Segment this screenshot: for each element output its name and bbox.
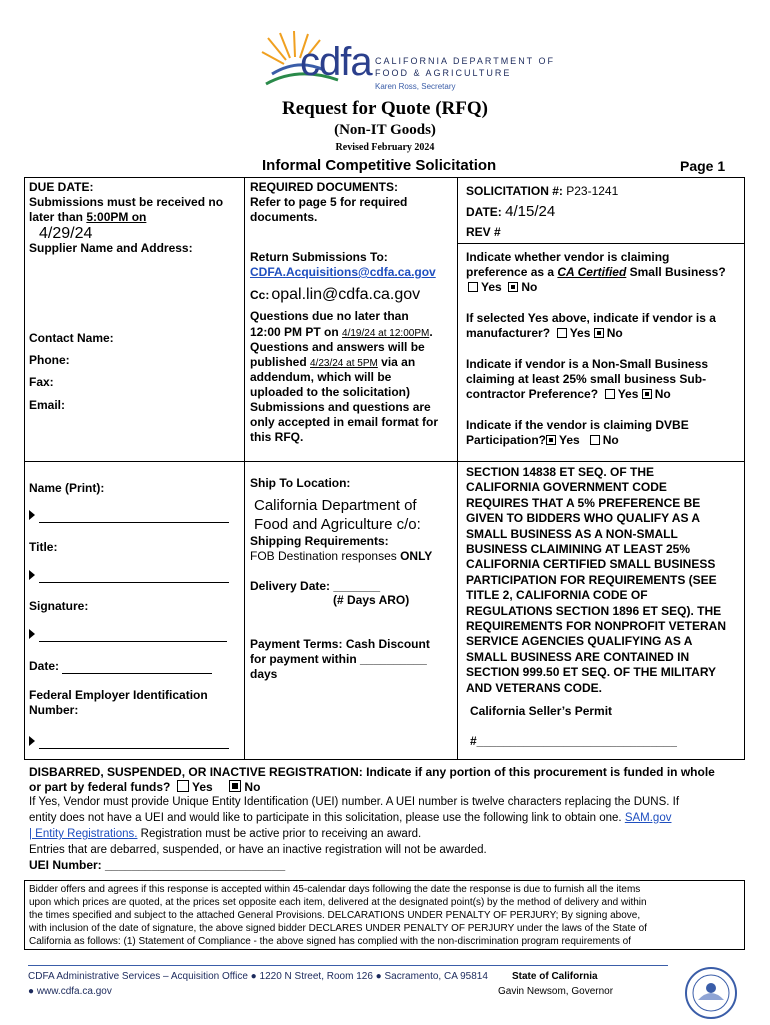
section-line: REQUIREMENTS FOR NONPROFIT VETERAN [466,619,727,634]
ship-to-line-2[interactable]: Food and Agriculture c/o: [254,516,421,533]
cc-email[interactable]: opal.lin@cdfa.ca.gov [271,286,421,303]
page-number: Page 1 [680,158,726,174]
section-line: REQUIRES THAT A 5% PREFERENCE BE [466,495,701,510]
page-subtitle: (Non-IT Goods) [334,122,436,138]
questions-line-3: Questions and answers will be [250,340,425,354]
cc-row [250,286,420,304]
dvbe-line-1: Indicate if the vendor is claiming DVBE [466,418,689,432]
debarred-text-2 [29,811,671,826]
name-label: Name (Print): [29,481,105,495]
pref-line-2-post: Small Business? [626,265,726,279]
nsb-no-checkbox[interactable] [642,389,652,399]
arrow-icon [29,629,35,639]
return-email-link[interactable]: CDFA.Acquisitions@cdfa.ca.gov [250,265,436,279]
revised-date: Revised February 2024 [335,142,435,153]
pref-no-label: No [521,280,538,294]
payment-line-3: days [250,667,278,681]
section-line: BUSINESS CLAIMINING AT LEAST 25% [466,542,691,557]
due-date-value[interactable]: 4/29/24 [39,225,93,242]
required-docs-label: REQUIRED DOCUMENTS: [250,180,399,194]
federal-no-checkbox[interactable] [229,780,241,792]
debarred-question: or part by federal funds? [29,780,171,794]
delivery-sub: (# Days ARO) [333,593,410,607]
mfr-line-1: If selected Yes above, indicate if vendor is a [466,311,716,325]
bidder-line: with inclusion of the date of signature, the above signed bidder DECLARES UNDER PENALTY OF PERJURY under the laws of the State of [29,923,647,934]
shipping-req-label: Shipping Requirements: [250,534,389,548]
section-line: REGULATIONS SECTION 1896 ET SEQ). THE [466,603,722,618]
ship-to-label: Ship To Location: [250,476,351,490]
dvbe-yes-checkbox[interactable] [546,435,556,445]
signature-label: Signature: [29,599,89,613]
section-line: CALIFORNIA CERTIFIED SMALL BUSINESS [466,557,716,572]
footer-governor: Gavin Newsom, Governor [498,986,614,997]
shipping-req-body: FOB Destination responses [250,549,401,563]
title-label: Title: [29,540,58,554]
footer-state: State of California [512,971,598,982]
state-seal-icon [684,966,738,1020]
fein-label: Federal Employer Identification [29,688,208,702]
questions-line-2: 12:00 PM PT on 4/19/24 at 12:00PM. [250,325,433,339]
payment-line-1: Payment Terms: Cash Discount [250,637,430,651]
nsb-no-label: No [654,387,671,401]
arrow-icon [29,570,35,580]
questions-line-7: Submissions and questions are [250,400,431,414]
section-14838-text [466,465,726,696]
secretary: Karen Ross, Secretary [375,82,456,91]
questions-line-4-text: published [250,355,310,369]
bidder-text [29,883,647,948]
questions-line-2-text: 12:00 PM PT on [250,325,343,339]
federal-no-label: No [244,780,261,794]
due-text-prefix: later than [29,210,87,224]
questions-line-4-post: via an [377,355,416,369]
footer-address: CDFA Administrative Services – Acquisition Office ● 1220 N Street, Room 126 ● Sacramento, CA 95814 [28,971,488,982]
mfr-no-label: No [606,326,623,340]
payment-line-2[interactable]: for payment within __________ [250,652,427,666]
bidder-line: the times specified and subject to the attached General Provisions. DELCARATIONS UNDER PENALTY OF PERJURY; By signing above, [29,910,641,921]
due-text: Submissions must be received no [29,195,224,209]
return-label: Return Submissions To: [250,250,388,264]
section-line: SECTION 14838 ET SEQ. OF THE [466,465,655,479]
section-line: SECTION 999.50 ET SEQ. OF THE MILITARY [466,665,717,680]
bidder-line: upon which prices are quoted, at the prices set opposite each item, delivered at the designated point(s) by the method of delivery and within [29,897,647,908]
pref-line-1: Indicate whether vendor is claiming [466,250,670,264]
questions-published-value[interactable]: 4/23/24 at 5PM [310,358,378,369]
solicitation-type: Informal Competitive Solicitation [262,157,497,174]
nsb-yes-checkbox[interactable] [605,389,615,399]
questions-line-5: addendum, which will be [250,370,392,384]
divider [244,177,245,760]
delivery-label[interactable]: Delivery Date: _______ [250,579,381,593]
debarred-text-4: Entries that are debarred, suspended, or have an inactive registration will not be awarded. [29,844,487,856]
debarred-text-3-body: Registration must be active prior to receiving an award. [137,828,422,840]
debarred-heading-2 [29,780,260,795]
required-docs-text: Refer to page 5 for required [250,195,408,209]
mfr-line-2 [466,326,623,341]
section-line: SMALL BUSINESS ARE CONTAINED IN [466,649,690,664]
page-title: Request for Quote (RFQ) [282,98,488,119]
mfr-question: manufacturer? [466,326,551,340]
rev-label: REV # [466,225,501,239]
phone-label: Phone: [29,353,70,367]
date-field[interactable] [62,661,212,674]
email-label: Email: [29,398,66,412]
due-time: 5:00PM on [86,210,147,224]
debarred-text-1: If Yes, Vendor must provide Unique Entity Identification (UEI) number. A UEI number is twelve characters replacing the DUNS. If [29,796,680,808]
federal-yes-checkbox[interactable] [177,780,189,792]
section-line: PARTICIPATION FOR REQUIREMENTS (SEE [466,572,717,587]
shipping-req-text [250,549,432,564]
questions-line-1: Questions due no later than [250,309,409,323]
pref-line-2-text: preference as a [466,265,558,279]
pref-line-2 [466,265,726,280]
date-label-text: Date: [29,659,60,673]
federal-yes-label: Yes [192,780,213,794]
fax-label: Fax: [29,375,54,389]
sellers-permit-label: California Seller’s Permit [470,704,613,718]
org-name-2: FOOD & AGRICULTURE [375,68,512,78]
sellers-permit-field[interactable]: #______________________________ [470,734,677,748]
questions-due-value[interactable]: 4/19/24 at 12:00PM [342,328,430,339]
footer-rule [28,965,668,966]
date-label [29,659,212,674]
questions-line-9: this RFQ. [250,430,304,444]
nsb-yes-label: Yes [617,387,639,401]
debarred-text-2-body: entity does not have a UEI and would like to participate in this solicitation, please use the following link to obtain one. [29,812,625,824]
questions-line-6: uploaded to the solicitation) [250,385,410,399]
nsb-question: contractor Preference? [466,387,599,401]
section-line: SERVICE AGENCIES QUALIFYING AS A [466,634,693,649]
debarred-text-3 [29,827,421,842]
section-line: TITLE 2, CALIFORNIA CODE OF [466,588,648,603]
supplier-label: Supplier Name and Address: [29,241,193,255]
mfr-no-checkbox[interactable] [594,328,604,338]
required-docs-text-2: documents. [250,210,318,224]
due-date-label: DUE DATE: [29,180,94,194]
mfr-yes-checkbox[interactable] [557,328,567,338]
dvbe-line-2 [466,433,619,448]
pref-yes-label: Yes [481,280,502,294]
date-row [466,203,555,220]
nsb-line-3 [466,387,671,402]
logo-wordmark: cdfa [300,40,372,84]
mfr-yes-label: Yes [569,326,591,340]
footer-website[interactable]: ● www.cdfa.ca.gov [28,986,112,997]
date-label-col3: DATE: [466,205,502,219]
cc-label: Cc: [250,288,270,302]
solicitation-label: SOLICITATION #: [466,184,563,198]
fein-label-2: Number: [29,703,79,717]
section-line: CALIFORNIA GOVERNMENT CODE [466,480,667,495]
nsb-line-2: claiming at least 25% small business Sub- [466,372,707,386]
dvbe-no-checkbox[interactable] [590,435,600,445]
ship-to-line-1[interactable]: California Department of [254,497,417,514]
title-field[interactable] [29,568,229,583]
dvbe-question: Participation? [466,433,547,447]
arrow-icon [29,736,35,746]
due-text-2 [29,210,146,225]
divider [24,461,745,462]
dvbe-no-label: No [602,433,619,447]
entity-registrations-link[interactable]: | Entity Registrations. [29,828,138,840]
divider [457,177,458,760]
arrow-icon [29,510,35,520]
uei-number-field[interactable]: UEI Number: ___________________________ [29,858,286,872]
contact-label: Contact Name: [29,331,114,345]
pref-no-checkbox[interactable] [508,282,518,292]
questions-line-8: only accepted in email format for [250,415,439,429]
solicitation-row [466,184,618,199]
section-line: SMALL BUSINESS AS A NON-SMALL [466,526,678,541]
pref-yes-checkbox[interactable] [468,282,478,292]
nsb-line-1: Indicate if vendor is a Non-Small Business [466,357,709,371]
sam-gov-link[interactable]: SAM.gov [624,812,672,824]
date-value: 4/15/24 [505,203,556,220]
debarred-heading: DISBARRED, SUSPENDED, OR INACTIVE REGISTRATION: Indicate if any portion of this procurement is funded in whole [29,765,715,779]
section-line: GIVEN TO BIDDERS WHO QUALIFY AS A [466,511,701,526]
section-line: AND VETERANS CODE. [466,680,603,695]
bidder-line: Bidder offers and agrees if this response is accepted within 45-calendar days following the date the response is due to furnish all the items [29,884,641,895]
dvbe-yes-label: Yes [559,433,580,447]
shipping-only: ONLY [400,549,433,563]
solicitation-number: P23-1241 [566,184,619,198]
signature-field[interactable] [29,627,227,642]
bidder-line: California as follows: (1) Statement of Compliance - the above signed has complied with the non-discrimination program requirements of [29,936,631,947]
fein-field[interactable] [29,734,229,749]
questions-line-4 [250,355,415,371]
ca-certified-link[interactable]: CA Certified [557,265,627,279]
name-field[interactable] [29,508,229,523]
pref-options [468,280,537,295]
divider [457,243,745,244]
org-name: CALIFORNIA DEPARTMENT OF [375,56,556,66]
